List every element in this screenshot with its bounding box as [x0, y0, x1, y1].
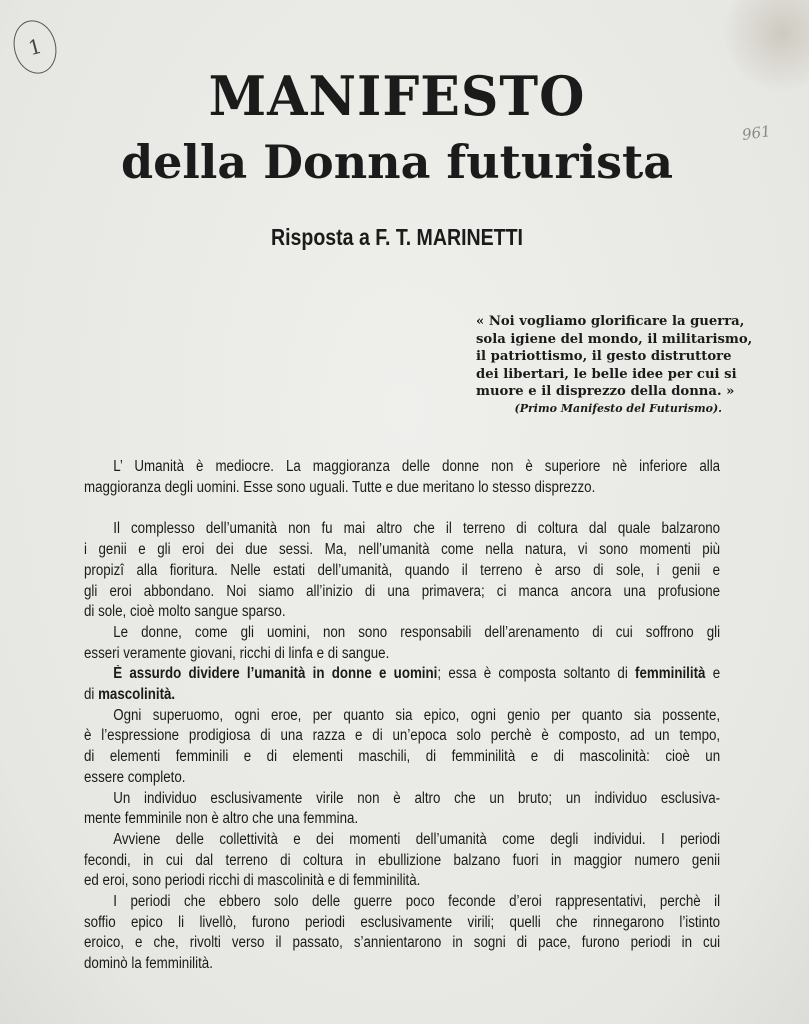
text-segment: mente femminile non è altro che una femmina.	[84, 810, 359, 828]
text-segment: di	[84, 686, 99, 704]
response-heading: Risposta a F. T. MARINETTI	[270, 224, 523, 250]
epigraph-source: (Primo Manifesto del Futurismo).	[514, 401, 722, 415]
document-subtitle: della Donna futurista	[120, 135, 674, 189]
text-segment: gli eroi abbondano. Noi siamo all’inizio di una primavera; ci manca ancora una profusione	[84, 582, 721, 600]
pencil-annotation: 961	[740, 122, 772, 144]
paragraph	[84, 892, 720, 975]
paragraph	[84, 519, 720, 623]
text-segment: I periodi che ebbero solo delle guerre poco feconde d’eroi rappresentativi, perchè il	[113, 893, 721, 911]
text-line	[84, 933, 720, 954]
paragraph	[84, 789, 720, 830]
text-segment: è l’espressione prodigiosa di una razza e di un’epoca solo perchè è composto, ad un tempo,	[84, 727, 721, 745]
epigraph-line: « Noi vogliamo glorificare la guerra,	[476, 314, 745, 329]
text-segment: e	[705, 665, 721, 683]
text-segment: eroico, e che, rivolti verso il passato, s’annientarono in sogni di pace, furono periodi in cui	[84, 934, 721, 952]
text-segment: Ogni superuomo, ogni eroe, per quanto sia epico, ogni genio per quanto sia possente,	[113, 706, 721, 724]
text-segment: Un individuo esclusivamente virile non è altro che un bruto; un individuo esclusiva-	[113, 789, 721, 807]
text-line	[84, 602, 720, 623]
text-segment: Le donne, come gli uomini, non sono responsabili dell’arenamento di cui soffrono gli	[113, 623, 721, 641]
text-segment: soffio epico li livellò, furono periodi esclusivamente virili; quelli che rinnegarono l’istinto	[84, 913, 721, 931]
text-line	[84, 830, 720, 851]
text-segment: essere completo.	[84, 768, 186, 786]
epigraph-line: muore e il disprezzo della donna. »	[476, 384, 735, 400]
text-line	[84, 664, 720, 685]
text-segment: Avviene delle collettività e dei momenti dell’umanità come degli individui. I periodi	[113, 830, 721, 848]
text-line	[84, 789, 720, 810]
text-segment: ed eroi, sono periodi ricchi di mascolinità e di femminilità.	[84, 872, 421, 890]
text-line	[84, 582, 720, 603]
text-line	[84, 913, 720, 934]
text-segment: L’ Umanità è mediocre. La maggioranza delle donne non è superiore nè inferiore alla	[113, 458, 721, 475]
text-segment: i genii e gli eroi dei due sessi. Ma, nell’umanità come nella natura, vi sono momenti più	[84, 541, 721, 559]
text-segment: Il complesso dell’umanità non fu mai altro che il terreno di coltura dal quale balzarono	[113, 520, 721, 538]
text-line	[84, 519, 720, 540]
document-title: MANIFESTO	[208, 64, 586, 129]
text-segment: fecondi, in cui dal terreno di coltura in ebullizione balzano fuori in maggior numero genii	[84, 851, 721, 869]
text-segment: dominò la femminilità.	[84, 955, 213, 973]
text-segment: ; essa è composta soltanto di	[437, 665, 636, 683]
text-segment: di sole, cioè molto sangue sparso.	[84, 603, 286, 621]
text-segment: esseri veramente giovani, ricchi di linfa e di sangue.	[84, 644, 390, 662]
text-line	[84, 954, 720, 975]
text-line	[84, 726, 720, 747]
epigraph	[476, 313, 753, 415]
text-line	[84, 871, 720, 892]
paragraph	[84, 623, 720, 664]
bold-text: È assurdo dividere l’umanità in donne e uomini	[113, 665, 438, 683]
text-line	[84, 478, 720, 499]
text-line	[84, 809, 720, 830]
paragraph	[84, 830, 720, 892]
epigraph-line: dei libertari, le belle idee per cui si	[476, 366, 737, 382]
text-line	[84, 747, 720, 768]
text-segment: di elementi femminili e di elementi maschili, di femminilità e di mascolinità: cioè un	[84, 748, 721, 766]
paragraph	[84, 664, 720, 705]
epigraph-line: il patriottismo, il gesto distruttore	[476, 349, 732, 365]
circled-number-text: 1	[25, 33, 45, 61]
paragraph	[84, 457, 720, 498]
text-line	[84, 540, 720, 561]
text-line	[84, 851, 720, 872]
text-line	[84, 644, 720, 665]
bold-text: mascolinità.	[98, 686, 176, 704]
text-line	[84, 768, 720, 789]
text-line	[84, 623, 720, 644]
paragraph	[84, 706, 720, 789]
text-segment: maggioranza degli uomini. Esse sono uguali. Tutte e due meritano lo stesso disprezzo.	[84, 478, 596, 496]
body-text	[84, 457, 720, 975]
text-segment: propizî alla fioritura. Nelle estati dell’umanità, quando il terreno è arso di sole, i genii e	[84, 561, 721, 579]
text-line	[84, 685, 720, 706]
bold-text: femminilità	[635, 665, 706, 683]
text-line	[84, 561, 720, 582]
epigraph-line: sola igiene del mondo, il militarismo,	[476, 331, 753, 347]
text-line	[84, 892, 720, 913]
text-line	[84, 706, 720, 727]
text-line	[84, 457, 720, 478]
